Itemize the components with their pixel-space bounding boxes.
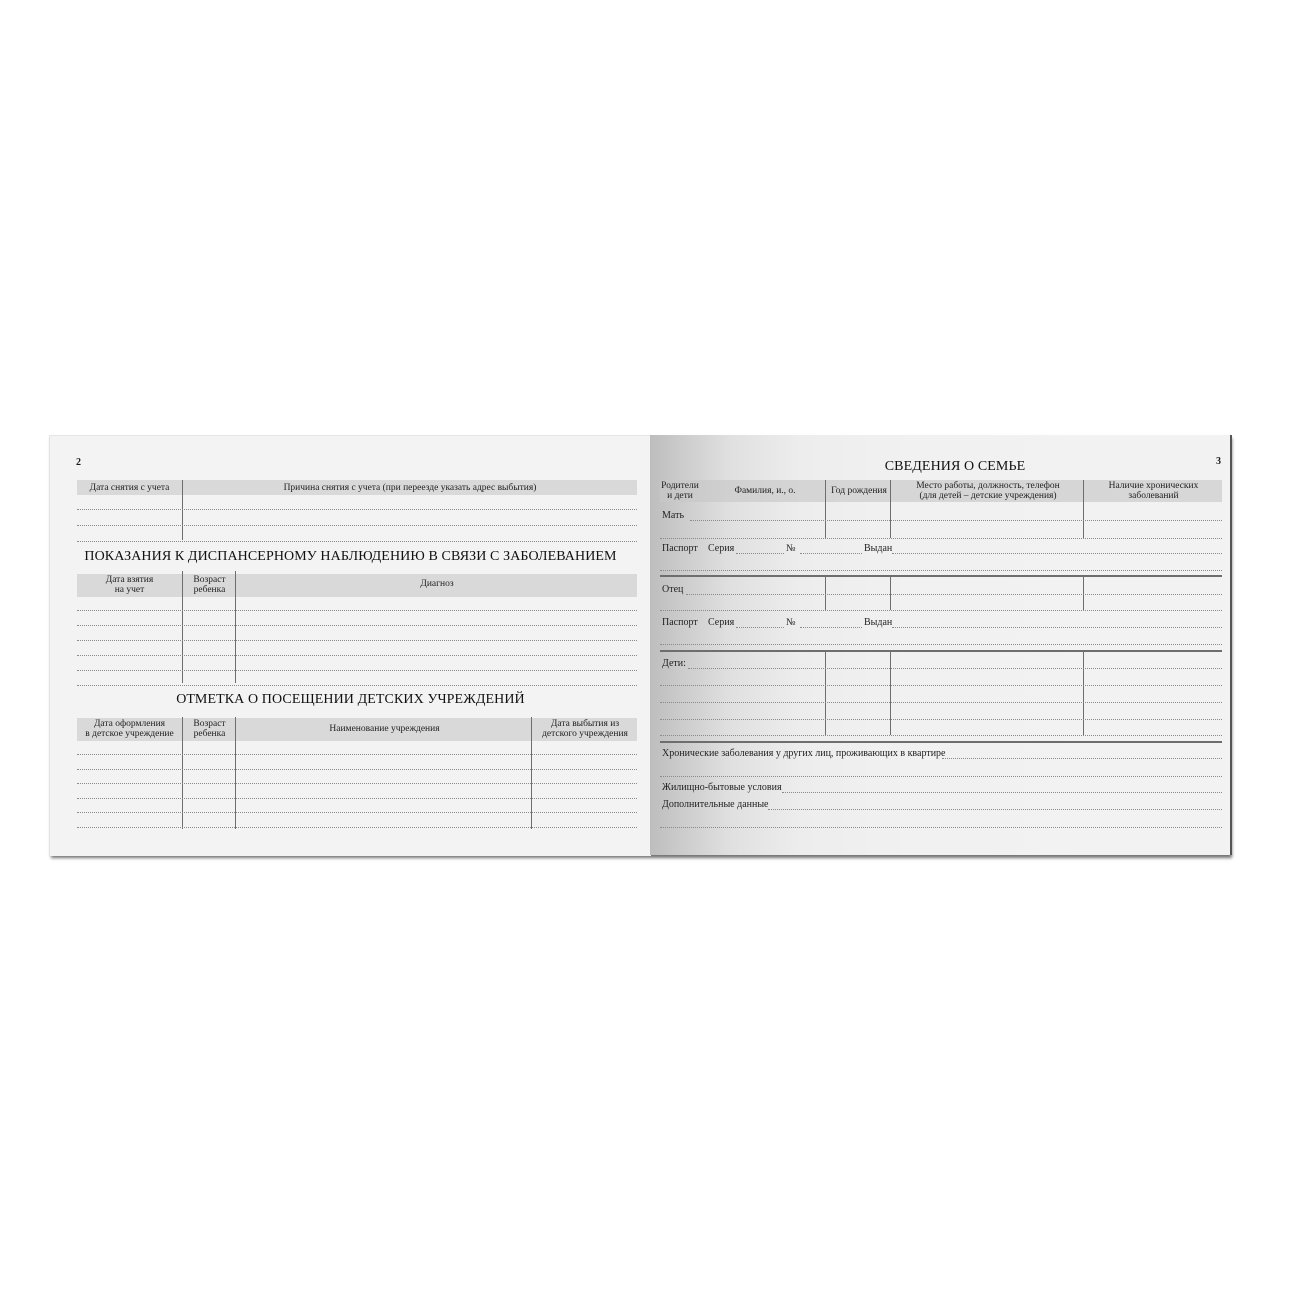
chronic-others-field[interactable] <box>942 758 1222 759</box>
children-field[interactable] <box>688 668 1222 669</box>
column-divider <box>825 480 826 538</box>
fill-line[interactable] <box>77 812 637 813</box>
mother-label: Мать <box>662 510 685 521</box>
header-enrollment-date: Дата оформления в детское учреждение <box>85 719 174 739</box>
column-divider <box>825 575 826 610</box>
fill-line[interactable] <box>77 655 637 656</box>
fill-line[interactable] <box>660 610 1222 611</box>
section-divider <box>660 650 1222 652</box>
fill-line[interactable] <box>660 702 1222 703</box>
page-number-left: 2 <box>76 457 81 468</box>
column-divider <box>890 650 891 735</box>
header-institution-name: Наименование учреждения <box>329 724 440 734</box>
chronic-others-label: Хронические заболевания у других лиц, проживающих в квартире <box>662 748 946 759</box>
additional-data-label: Дополнительные данные <box>662 799 769 810</box>
father-passport-number-field[interactable] <box>800 627 862 628</box>
header-parents-children: Родители и дети <box>661 481 699 501</box>
mother-passport-issued-label: Выдан <box>864 543 893 554</box>
dispensary-section-title: ПОКАЗАНИЯ К ДИСПАНСЕРНОМУ НАБЛЮДЕНИЮ В СВЯЗИ С ЗАБОЛЕВАНИЕМ <box>84 549 617 564</box>
additional-data-field[interactable] <box>768 809 1222 810</box>
header-diagnosis: Диагноз <box>420 579 454 589</box>
fill-line[interactable] <box>660 644 1222 645</box>
section-divider <box>660 741 1222 743</box>
living-conditions-label: Жилищно-бытовые условия <box>662 782 782 793</box>
family-section-title: СВЕДЕНИЯ О СЕМЬЕ <box>884 459 1026 474</box>
fill-line[interactable] <box>77 541 637 542</box>
fill-line[interactable] <box>660 538 1222 539</box>
fill-line[interactable] <box>77 525 637 526</box>
column-divider <box>1083 650 1084 735</box>
left-page <box>49 435 651 856</box>
fill-line[interactable] <box>660 776 1222 777</box>
fill-line[interactable] <box>77 625 637 626</box>
father-name-field[interactable] <box>686 594 1222 595</box>
fill-line[interactable] <box>77 754 637 755</box>
column-divider <box>890 480 891 538</box>
column-divider <box>825 650 826 735</box>
father-passport-series-field[interactable] <box>736 627 784 628</box>
fill-line[interactable] <box>660 827 1222 828</box>
fill-line[interactable] <box>77 798 637 799</box>
header-child-age: Возраст ребенка <box>193 719 226 739</box>
institutions-section-title: ОТМЕТКА О ПОСЕЩЕНИИ ДЕТСКИХ УЧРЕЖДЕНИЙ <box>176 692 525 707</box>
header-deregistration-date: Дата снятия с учета <box>89 483 170 493</box>
column-divider <box>182 571 183 683</box>
fill-line[interactable] <box>77 827 637 828</box>
fill-line[interactable] <box>77 769 637 770</box>
father-passport-issued-label: Выдан <box>864 617 893 628</box>
header-birth-year: Год рождения <box>831 486 887 496</box>
page-number-right: 3 <box>1216 456 1221 467</box>
children-label: Дети: <box>662 658 686 669</box>
fill-line[interactable] <box>660 570 1222 571</box>
living-conditions-field[interactable] <box>782 792 1222 793</box>
father-label: Отец <box>662 584 684 595</box>
mother-name-field[interactable] <box>690 520 1222 521</box>
column-divider <box>235 571 236 683</box>
header-child-age: Возраст ребенка <box>193 575 226 595</box>
header-chronic-diseases: Наличие хронических заболеваний <box>1108 481 1199 501</box>
right-page <box>650 435 1232 855</box>
mother-passport-issued-field[interactable] <box>892 553 1222 554</box>
mother-passport-number-label: № <box>786 543 796 554</box>
father-passport-label: Паспорт <box>662 617 698 628</box>
fill-line[interactable] <box>77 509 637 510</box>
header-deregistration-reason: Причина снятия с учета (при переезде указать адрес выбытия) <box>283 483 537 493</box>
header-registration-date: Дата взятия на учет <box>105 575 154 595</box>
section-divider <box>660 575 1222 577</box>
fill-line[interactable] <box>77 610 637 611</box>
column-divider <box>182 480 183 540</box>
mother-passport-label: Паспорт <box>662 543 698 554</box>
fill-line[interactable] <box>77 670 637 671</box>
mother-passport-number-field[interactable] <box>800 553 862 554</box>
column-divider <box>1083 480 1084 538</box>
header-leave-date: Дата выбытия из детского учреждения <box>542 719 628 739</box>
fill-line[interactable] <box>77 783 637 784</box>
father-passport-number-label: № <box>786 617 796 628</box>
father-passport-series-label: Серия <box>708 617 735 628</box>
column-divider <box>1083 575 1084 610</box>
fill-line[interactable] <box>77 685 637 686</box>
fill-line[interactable] <box>77 640 637 641</box>
fill-line[interactable] <box>660 685 1222 686</box>
mother-passport-series-label: Серия <box>708 543 735 554</box>
header-full-name: Фамилия, и., о. <box>734 486 796 496</box>
column-divider <box>890 575 891 610</box>
mother-passport-series-field[interactable] <box>736 553 784 554</box>
open-book-spread <box>49 435 1230 855</box>
header-workplace: Место работы, должность, телефон (для детей – детские учреждения) <box>916 481 1060 501</box>
father-passport-issued-field[interactable] <box>892 627 1222 628</box>
fill-line[interactable] <box>660 735 1222 736</box>
fill-line[interactable] <box>660 719 1222 720</box>
